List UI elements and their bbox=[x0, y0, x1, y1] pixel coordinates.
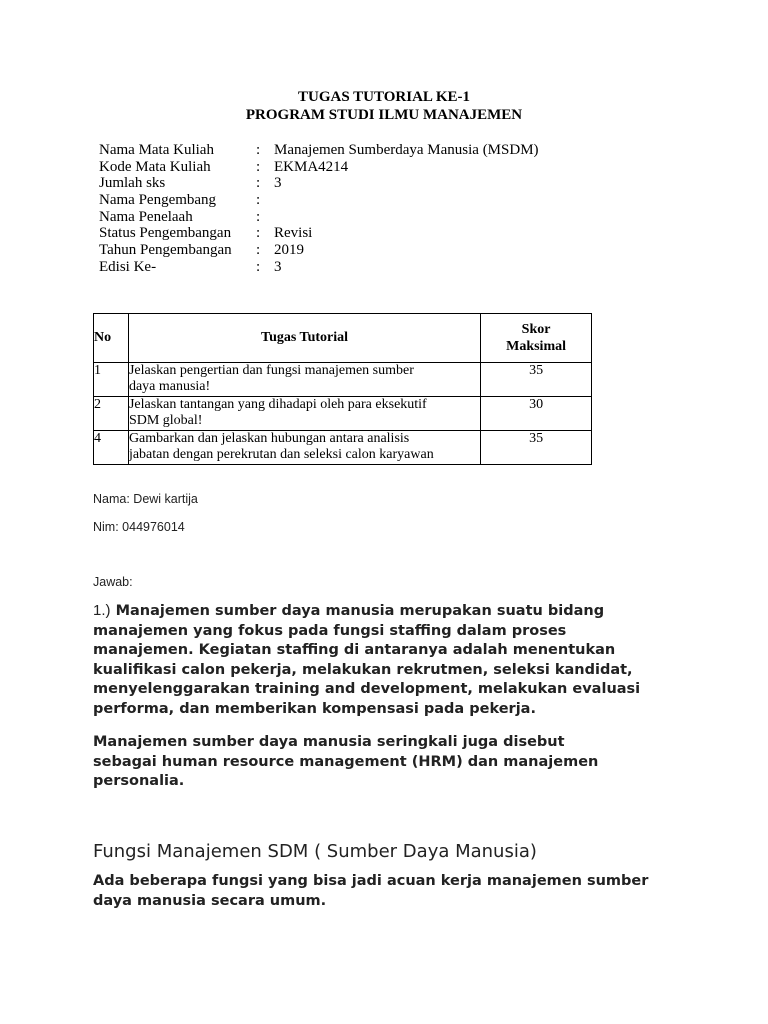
info-value: Revisi bbox=[274, 225, 313, 242]
info-value: 2019 bbox=[274, 242, 304, 259]
info-sep: : bbox=[256, 175, 261, 192]
paragraph-line: performa, dan memberikan kompensasi pada pekerja. bbox=[93, 700, 536, 717]
header-task: Tugas Tutorial bbox=[128, 314, 480, 363]
info-sep: : bbox=[256, 258, 261, 275]
table-row bbox=[94, 397, 592, 431]
table-header-row bbox=[94, 314, 592, 363]
info-sep: : bbox=[256, 192, 261, 209]
paragraph-line: menyelenggarakan training and development, melakukan evaluasi bbox=[93, 681, 641, 697]
info-sep: : bbox=[256, 242, 261, 259]
row-number: 1 bbox=[94, 363, 129, 397]
info-key: Nama Mata Kuliah bbox=[99, 142, 214, 158]
info-value: EKMA4214 bbox=[274, 158, 349, 175]
paragraph-line: Ada beberapa fungsi yang bisa jadi acuan kerja manajemen sumber bbox=[93, 873, 649, 889]
answer-number: 1.) bbox=[93, 602, 111, 619]
row-skor: 30 bbox=[481, 397, 592, 431]
table-row bbox=[94, 363, 592, 397]
row-number: 4 bbox=[94, 431, 129, 465]
paragraph-line: kualifikasi calon pekerja, melakukan rekrutmen, seleksi kandidat, bbox=[93, 661, 633, 678]
student-name: Nama: Dewi kartija bbox=[93, 492, 198, 506]
paragraph-line: personalia. bbox=[93, 773, 185, 789]
answer-paragraph-3 bbox=[93, 872, 693, 911]
paragraph-line: Manajemen sumber daya manusia seringkali juga disebut bbox=[93, 734, 565, 750]
doc-title: TUGAS TUTORIAL KE-1 bbox=[298, 89, 470, 105]
paragraph-line: manajemen. Kegiatan staffing di antaranya adalah menentukan bbox=[93, 642, 616, 658]
row-number: 2 bbox=[94, 397, 129, 431]
paragraph-line: daya manusia secara umum. bbox=[93, 892, 327, 909]
header-skor-line2: Maksimal bbox=[506, 339, 566, 354]
info-value: 3 bbox=[274, 258, 282, 275]
info-key: Tahun Pengembangan bbox=[99, 242, 232, 259]
header-no: No bbox=[94, 314, 129, 363]
doc-subtitle: PROGRAM STUDI ILMU MANAJEMEN bbox=[245, 107, 523, 123]
answer-label: Jawab: bbox=[93, 575, 133, 589]
info-key: Jumlah sks bbox=[99, 175, 166, 192]
info-sep: : bbox=[256, 225, 261, 242]
row-skor: 35 bbox=[481, 363, 592, 397]
task-line: jabatan dengan perekrutan dan seleksi calon karyawan bbox=[128, 447, 434, 462]
info-key: Kode Mata Kuliah bbox=[99, 158, 211, 175]
header-skor-line1: Skor bbox=[521, 322, 551, 337]
row-task bbox=[128, 397, 480, 431]
paragraph-line: sebagai human resource management (HRM) dan manajemen bbox=[93, 753, 599, 770]
row-task bbox=[128, 431, 480, 465]
line-text: Manajemen sumber daya manusia merupakan suatu bidang bbox=[110, 603, 605, 619]
info-value: 3 bbox=[274, 175, 282, 192]
row-skor: 35 bbox=[481, 431, 592, 465]
paragraph-line: manajemen yang fokus pada fungsi staffing dalam proses bbox=[93, 622, 567, 639]
task-line: Jelaskan tantangan yang dihadapi oleh para eksekutif bbox=[128, 397, 427, 412]
info-key: Status Pengembangan bbox=[99, 225, 232, 242]
answer-paragraph-1 bbox=[93, 601, 693, 719]
info-value: Manajemen Sumberdaya Manusia (MSDM) bbox=[274, 142, 539, 158]
header-skor bbox=[481, 314, 592, 363]
info-sep: : bbox=[256, 208, 261, 225]
table-row bbox=[94, 431, 592, 465]
paragraph-line bbox=[93, 601, 693, 622]
task-line: SDM global! bbox=[128, 413, 203, 428]
task-line: daya manusia! bbox=[128, 379, 211, 394]
info-key: Edisi Ke- bbox=[99, 258, 157, 275]
task-table bbox=[93, 313, 592, 465]
info-sep: : bbox=[256, 142, 261, 158]
info-key: Nama Pengembang bbox=[99, 192, 217, 209]
task-line: Jelaskan pengertian dan fungsi manajemen sumber bbox=[128, 363, 414, 378]
info-key: Nama Penelaah bbox=[99, 208, 193, 225]
student-nim: Nim: 044976014 bbox=[93, 520, 185, 534]
task-line: Gambarkan dan jelaskan hubungan antara analisis bbox=[128, 431, 410, 446]
info-sep: : bbox=[256, 158, 261, 175]
answer-paragraph-2 bbox=[93, 733, 693, 792]
row-task bbox=[128, 363, 480, 397]
section-heading: Fungsi Manajemen SDM ( Sumber Daya Manusia) bbox=[93, 841, 537, 862]
